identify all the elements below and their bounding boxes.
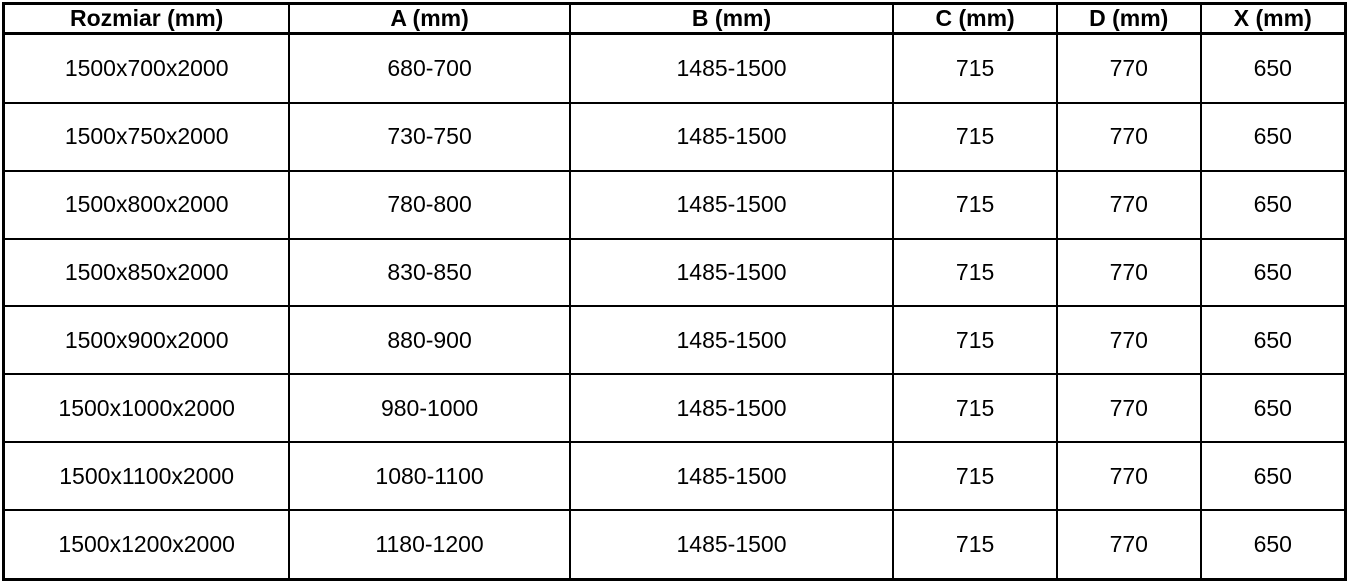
column-header-a: A (mm): [289, 4, 569, 34]
table-cell-c: 715: [893, 442, 1057, 510]
column-header-rozmiar: Rozmiar (mm): [4, 4, 290, 34]
column-header-d: D (mm): [1057, 4, 1201, 34]
table-cell-a: 1080-1100: [289, 442, 569, 510]
table-cell-x: 650: [1201, 306, 1346, 374]
table-cell-b: 1485-1500: [570, 171, 893, 239]
table-cell-rozmiar: 1500x800x2000: [4, 171, 290, 239]
table-cell-rozmiar: 1500x1100x2000: [4, 442, 290, 510]
dimension-table: [2, 2, 1347, 581]
table-row: [4, 374, 1346, 442]
table-cell-rozmiar: 1500x900x2000: [4, 306, 290, 374]
table-cell-d: 770: [1057, 510, 1201, 579]
table-cell-a: 880-900: [289, 306, 569, 374]
table-cell-x: 650: [1201, 34, 1346, 103]
table-cell-c: 715: [893, 306, 1057, 374]
table-row: [4, 306, 1346, 374]
table-cell-x: 650: [1201, 171, 1346, 239]
table-row: [4, 34, 1346, 103]
table-cell-a: 980-1000: [289, 374, 569, 442]
table-cell-rozmiar: 1500x850x2000: [4, 239, 290, 307]
column-header-x: X (mm): [1201, 4, 1346, 34]
table-cell-d: 770: [1057, 374, 1201, 442]
table-cell-c: 715: [893, 34, 1057, 103]
table-cell-b: 1485-1500: [570, 510, 893, 579]
table-row: [4, 103, 1346, 171]
table-cell-a: 680-700: [289, 34, 569, 103]
table-row: [4, 510, 1346, 579]
table-cell-d: 770: [1057, 239, 1201, 307]
table-cell-a: 1180-1200: [289, 510, 569, 579]
table-cell-b: 1485-1500: [570, 306, 893, 374]
table-cell-c: 715: [893, 239, 1057, 307]
table-header: [4, 4, 1346, 34]
table-cell-a: 780-800: [289, 171, 569, 239]
table-cell-b: 1485-1500: [570, 34, 893, 103]
table-cell-rozmiar: 1500x700x2000: [4, 34, 290, 103]
table-cell-x: 650: [1201, 510, 1346, 579]
table-cell-x: 650: [1201, 374, 1346, 442]
table-cell-x: 650: [1201, 442, 1346, 510]
table-cell-d: 770: [1057, 103, 1201, 171]
table-row: [4, 442, 1346, 510]
table-cell-d: 770: [1057, 442, 1201, 510]
table-cell-c: 715: [893, 510, 1057, 579]
table-cell-b: 1485-1500: [570, 374, 893, 442]
table-cell-d: 770: [1057, 306, 1201, 374]
table-cell-d: 770: [1057, 171, 1201, 239]
table-row: [4, 239, 1346, 307]
table-cell-c: 715: [893, 171, 1057, 239]
table-cell-b: 1485-1500: [570, 239, 893, 307]
table-cell-c: 715: [893, 103, 1057, 171]
table-cell-c: 715: [893, 374, 1057, 442]
table-cell-b: 1485-1500: [570, 103, 893, 171]
table-cell-rozmiar: 1500x1200x2000: [4, 510, 290, 579]
table-cell-a: 830-850: [289, 239, 569, 307]
column-header-c: C (mm): [893, 4, 1057, 34]
table-body: [4, 34, 1346, 580]
table-row: [4, 171, 1346, 239]
column-header-b: B (mm): [570, 4, 893, 34]
header-row: [4, 4, 1346, 34]
table-cell-rozmiar: 1500x1000x2000: [4, 374, 290, 442]
table-cell-x: 650: [1201, 103, 1346, 171]
table-cell-d: 770: [1057, 34, 1201, 103]
table-cell-a: 730-750: [289, 103, 569, 171]
table-cell-b: 1485-1500: [570, 442, 893, 510]
table-cell-rozmiar: 1500x750x2000: [4, 103, 290, 171]
table-cell-x: 650: [1201, 239, 1346, 307]
